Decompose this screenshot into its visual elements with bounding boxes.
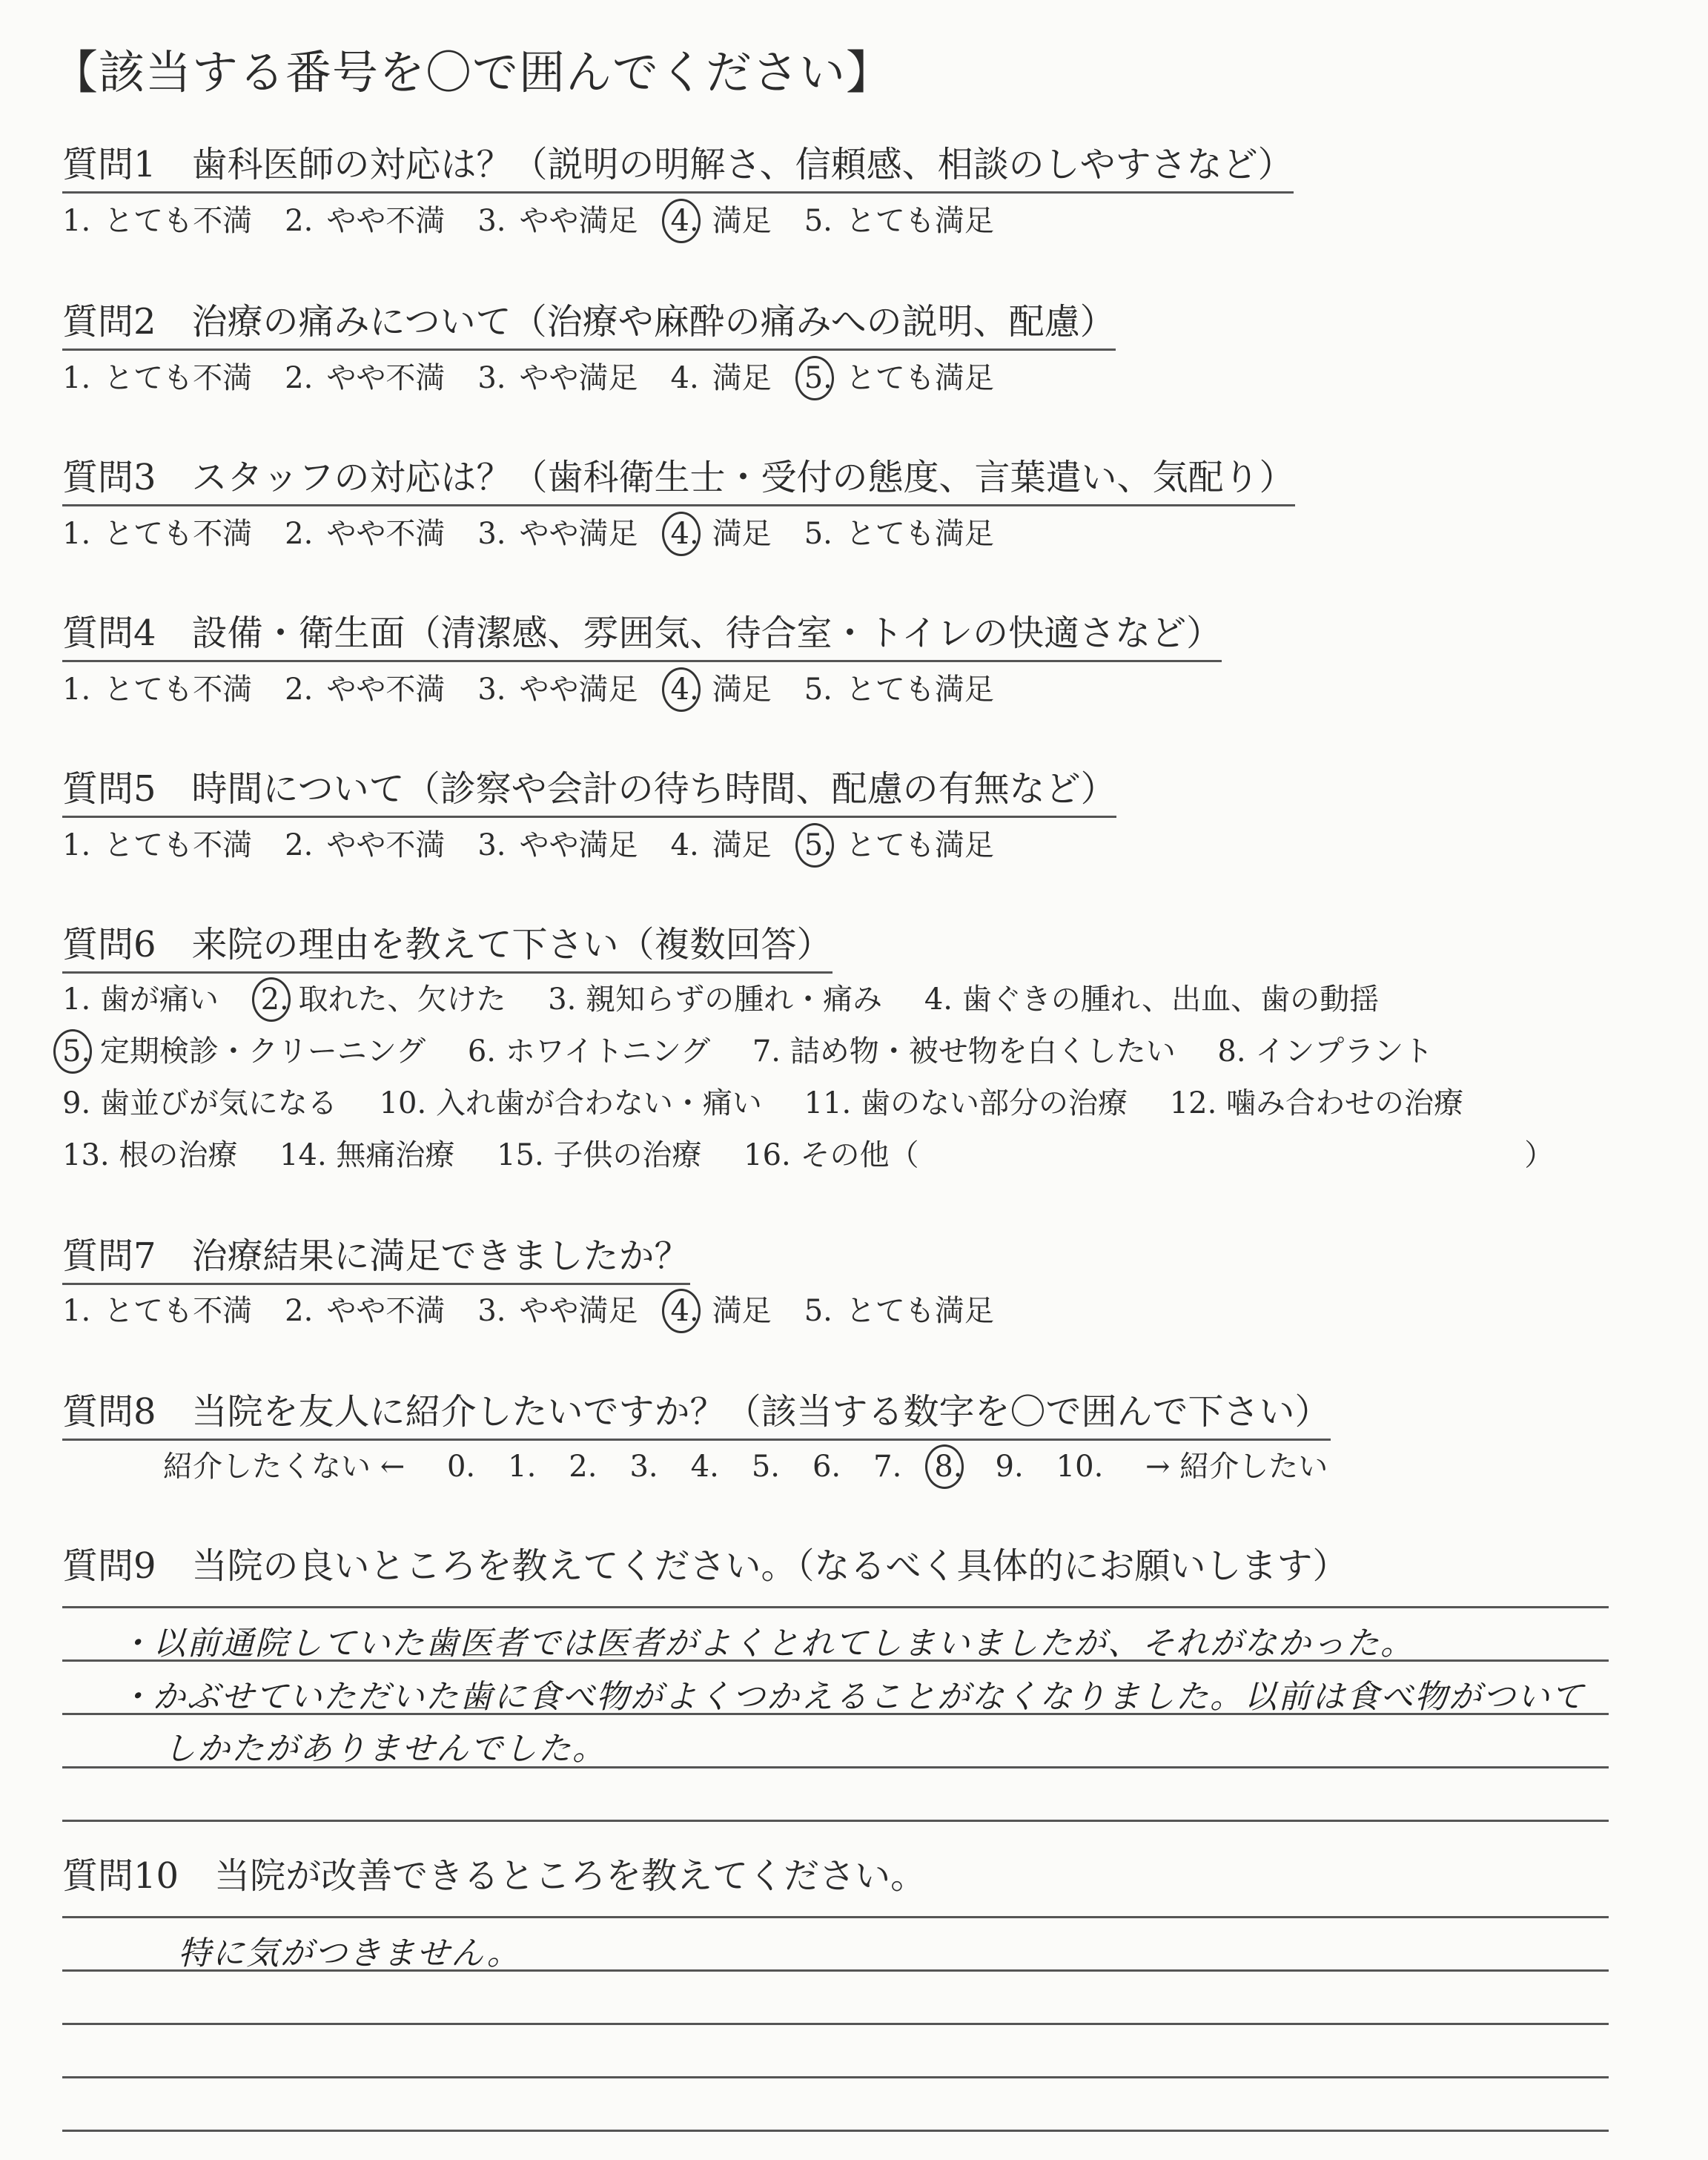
option-label: やや不満 <box>326 204 446 238</box>
scale-option-1 <box>62 515 252 553</box>
scale-option-1 <box>62 826 252 865</box>
scale-option-3 <box>477 515 638 553</box>
q10-answer: 特に気がつきません。 <box>178 1935 521 1972</box>
scale-option-2 <box>285 202 445 240</box>
option-number: 3. <box>477 1294 506 1328</box>
reason-12: 12. 噛み合わせの治療 <box>1169 1086 1464 1120</box>
question-7-label: 質問7 治療結果に満足できましたか？ <box>62 1234 690 1285</box>
question-3-options <box>62 515 1027 553</box>
rating-number-3: 3. <box>629 1450 658 1484</box>
answer-line <box>62 2130 1609 2132</box>
option-label: 満足 <box>712 1294 772 1328</box>
option-number: 5. <box>804 1294 833 1328</box>
option-label: やや満足 <box>519 828 638 862</box>
option-label: とても満足 <box>845 1294 994 1328</box>
rating-left-label: 紹介したくない ← <box>163 1450 406 1484</box>
reason-9: 9. 歯並びが気になる <box>62 1086 337 1120</box>
scale-option-5 <box>804 515 994 553</box>
option-label: とても満足 <box>845 828 994 862</box>
reason-10: 10. 入れ歯が合わない・痛い <box>379 1086 762 1120</box>
question-7-options <box>62 1292 1027 1330</box>
scale-option-5 <box>804 826 994 865</box>
scale-option-5 <box>804 670 994 709</box>
reason-14: 14. 無痛治療 <box>279 1138 455 1172</box>
option-label: とても満足 <box>845 204 994 238</box>
option-number: 3. <box>477 828 506 862</box>
option-label: やや満足 <box>519 517 638 551</box>
option-number: 1. <box>62 1294 91 1328</box>
option-label: 満足 <box>712 204 772 238</box>
option-label: とても満足 <box>845 361 994 395</box>
question-2-label: 質問2 治療の痛みについて（治療や麻酔の痛みへの説明、配慮） <box>62 300 1116 351</box>
option-label: やや不満 <box>326 673 446 707</box>
question-10-label: 質問10 当院が改善できるところを教えてください。 <box>62 1855 927 1897</box>
reason-3: 3. 親知らずの腫れ・痛み <box>548 982 883 1017</box>
scale-option-2 <box>285 826 445 865</box>
rating-number-2: 2. <box>569 1450 598 1484</box>
option-label: やや満足 <box>519 361 638 395</box>
question-6-row-1 <box>62 980 1411 1019</box>
option-label: とても不満 <box>104 517 253 551</box>
option-label: とても不満 <box>104 204 253 238</box>
question-6-row-3 <box>62 1084 1496 1123</box>
scale-option-1 <box>62 670 252 709</box>
rating-number-1: 1. <box>508 1450 537 1484</box>
reason-4: 4. 歯ぐきの腫れ、出血、歯の動揺 <box>924 982 1380 1017</box>
option-label: とても不満 <box>104 1294 253 1328</box>
option-number: 5. <box>804 517 833 551</box>
scale-option-3 <box>477 826 638 865</box>
rating-numbers <box>447 1447 1136 1486</box>
scale-option-2 <box>285 359 445 397</box>
selected-circle-number: 4. <box>671 202 699 240</box>
scale-option-4 <box>671 826 772 865</box>
option-number: 3. <box>477 361 506 395</box>
scale-option-1 <box>62 202 252 240</box>
option-number: 3. <box>477 517 506 551</box>
option-label: やや満足 <box>519 673 638 707</box>
scale-option-4 <box>671 670 772 709</box>
q9-answer-line-3: しかたがありませんでした。 <box>163 1730 606 1768</box>
option-number: 2. <box>285 361 314 395</box>
question-5-label: 質問5 時間について（診察や会計の待ち時間、配慮の有無など） <box>62 767 1116 818</box>
option-number: 3. <box>477 673 506 707</box>
option-label: 満足 <box>712 828 772 862</box>
selected-circle-number: 5. <box>804 359 833 397</box>
option-label: とても不満 <box>104 673 253 707</box>
option-number: 4. <box>670 828 699 862</box>
answer-line <box>62 1820 1609 1822</box>
reason-5-circled: 5. 定期検診・クリーニング <box>62 1032 426 1071</box>
option-label: とても満足 <box>845 517 994 551</box>
q9-answer-line-1: ・以前通院していた歯医者では医者がよくとれてしまいましたが、それがなかった。 <box>119 1625 1414 1662</box>
option-label: やや不満 <box>326 1294 446 1328</box>
rating-number-7: 7. <box>873 1450 902 1484</box>
scale-option-3 <box>477 1292 638 1330</box>
reason-1: 1. 歯が痛い <box>62 982 219 1017</box>
option-label: やや満足 <box>519 1294 638 1328</box>
option-number: 1. <box>62 673 91 707</box>
option-number: 5. <box>804 673 833 707</box>
reason-16-close: ） <box>1524 1138 1555 1172</box>
question-9-label: 質問9 当院の良いところを教えてください。（なるべく具体的にお願いします） <box>62 1545 1348 1587</box>
selected-circle-number: 5. <box>804 826 833 865</box>
option-number: 2. <box>285 517 314 551</box>
question-6-label: 質問6 来院の理由を教えて下さい（複数回答） <box>62 922 833 974</box>
question-6-row-2 <box>62 1032 1466 1071</box>
answer-line <box>62 2023 1609 2025</box>
option-label: やや不満 <box>326 828 446 862</box>
rating-number-4: 4. <box>690 1450 719 1484</box>
rating-number-10: 10. <box>1056 1450 1104 1484</box>
reason-15: 15. 子供の治療 <box>497 1138 702 1172</box>
reason-7: 7. 詰め物・被せ物を白くしたい <box>752 1034 1176 1069</box>
option-label: やや不満 <box>326 517 446 551</box>
question-1-label: 質問1 歯科医師の対応は？（説明の明解さ、信頼感、相談のしやすさなど） <box>62 142 1294 194</box>
option-label: やや満足 <box>519 204 638 238</box>
answer-line <box>62 1916 1609 1918</box>
option-number: 1. <box>62 517 91 551</box>
option-number: 2. <box>285 204 314 238</box>
scale-option-4 <box>671 515 772 553</box>
option-number: 1. <box>62 828 91 862</box>
reason-11: 11. 歯のない部分の治療 <box>804 1086 1128 1120</box>
rating-number-6: 6. <box>812 1450 841 1484</box>
rating-number-5: 5. <box>751 1450 780 1484</box>
reason-8: 8. インプラント <box>1217 1034 1434 1069</box>
question-2-options <box>62 359 1027 397</box>
rating-number-9: 9. <box>995 1450 1024 1484</box>
option-label: 満足 <box>712 673 772 707</box>
question-5-options <box>62 826 1027 865</box>
scale-option-1 <box>62 359 252 397</box>
option-number: 3. <box>477 204 506 238</box>
page-title: 【該当する番号を〇で囲んでください】 <box>52 45 893 99</box>
rating-number-8: 8. <box>934 1447 962 1486</box>
scale-option-4 <box>671 359 772 397</box>
selected-circle-number: 4. <box>671 670 699 709</box>
option-label: とても満足 <box>845 673 994 707</box>
option-label: とても不満 <box>104 828 253 862</box>
answer-line <box>62 1606 1609 1608</box>
question-4-options <box>62 670 1027 709</box>
scale-option-2 <box>285 670 445 709</box>
question-8-label: 質問8 当院を友人に紹介したいですか？（該当する数字を〇で囲んで下さい） <box>62 1390 1331 1441</box>
q9-answer-line-2: ・かぶせていただいた歯に食べ物がよくつかえることがなくなりました。以前は食べ物がついて <box>119 1678 1585 1716</box>
scale-option-2 <box>285 515 445 553</box>
option-number: 2. <box>285 673 314 707</box>
option-label: とても不満 <box>104 361 253 395</box>
reason-6: 6. ホワイトニング <box>467 1034 711 1069</box>
question-4-label: 質問4 設備・衛生面（清潔感、雰囲気、待合室・トイレの快適さなど） <box>62 611 1222 662</box>
option-number: 4. <box>670 361 699 395</box>
option-label: 満足 <box>712 361 772 395</box>
option-label: やや不満 <box>326 361 446 395</box>
scale-option-3 <box>477 670 638 709</box>
reason-13: 13. 根の治療 <box>62 1138 238 1172</box>
scale-option-3 <box>477 202 638 240</box>
question-1-options <box>62 202 1027 240</box>
option-label: 満足 <box>712 517 772 551</box>
scale-option-3 <box>477 359 638 397</box>
scale-option-2 <box>285 1292 445 1330</box>
scale-option-5 <box>804 1292 994 1330</box>
option-number: 1. <box>62 204 91 238</box>
scale-option-1 <box>62 1292 252 1330</box>
rating-right-label: → 紹介したい <box>1145 1450 1328 1484</box>
selected-circle-number: 4. <box>671 515 699 553</box>
question-6-row-4 <box>62 1136 1586 1175</box>
question-8-rating <box>163 1447 1360 1486</box>
selected-circle-number: 4. <box>671 1292 699 1330</box>
answer-line <box>62 2076 1609 2078</box>
reason-16-other: 16. その他（ <box>744 1138 919 1172</box>
option-number: 1. <box>62 361 91 395</box>
scale-option-4 <box>671 1292 772 1330</box>
scale-option-5 <box>804 202 994 240</box>
scale-option-4 <box>671 202 772 240</box>
rating-number-0: 0. <box>446 1450 476 1484</box>
option-number: 2. <box>285 1294 314 1328</box>
option-number: 2. <box>285 828 314 862</box>
option-number: 5. <box>804 204 833 238</box>
scale-option-5 <box>804 359 994 397</box>
reason-2-circled: 2. 取れた、欠けた <box>261 980 506 1019</box>
question-3-label: 質問3 スタッフの対応は？（歯科衛生士・受付の態度、言葉遣い、気配り） <box>62 455 1295 506</box>
